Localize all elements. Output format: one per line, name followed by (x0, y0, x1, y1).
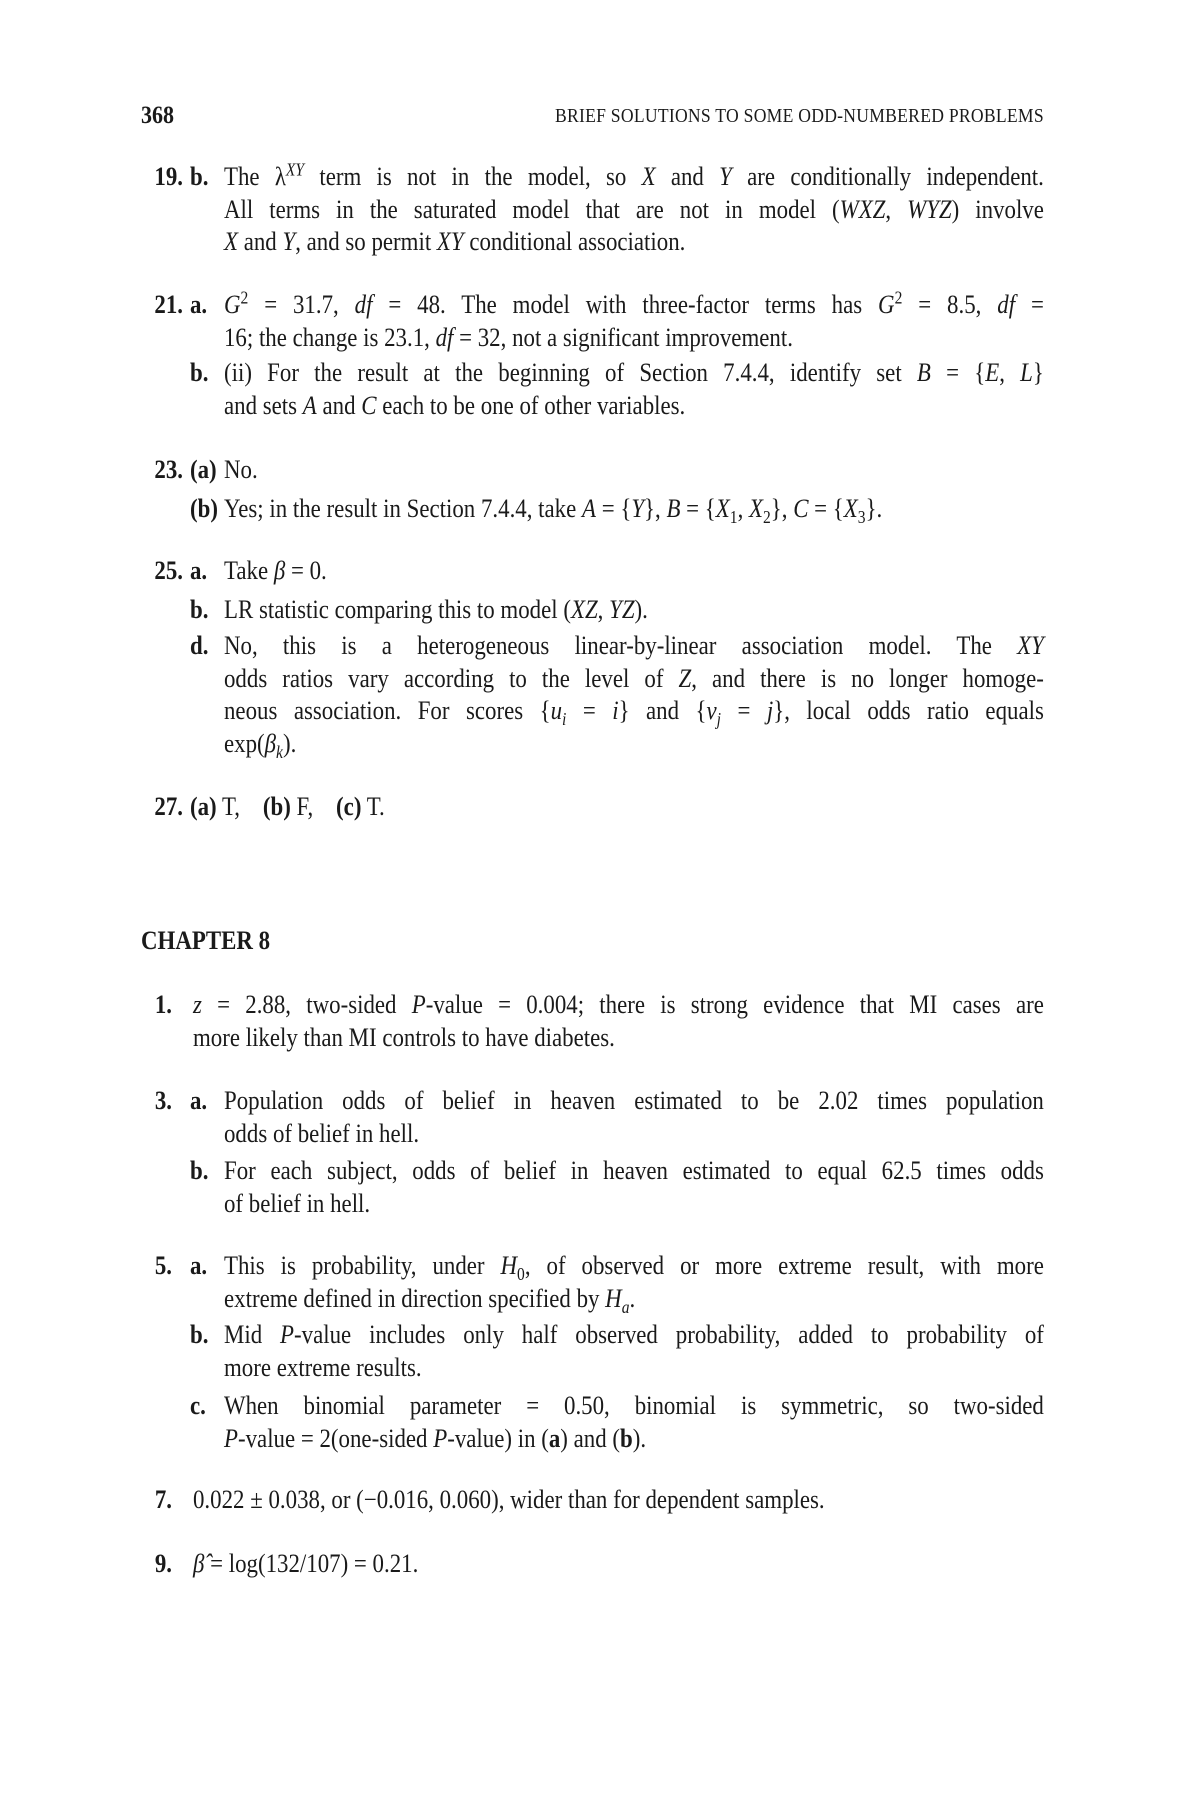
problem-number: 9. (154, 1549, 173, 1578)
text-line: No. (223, 455, 258, 484)
text-line: Yes; in the result in Section 7.4.4, take A = {Y}, $B = \{X_1$, $X_2$}, $C = \{X_3\}$. (223, 494, 883, 528)
text-line: and sets A and C each to be one of other variables. (223, 390, 686, 420)
part-label: b. (189, 595, 209, 624)
solution-text (190, 791, 1044, 824)
text-line: This is probability, under $H_0$, of observed or more extreme result, with more (223, 1251, 1044, 1285)
text-line: of belief in hell. (223, 1188, 371, 1218)
running-header (141, 100, 1044, 132)
text-line: X and Y, and so permit XY conditional association. (223, 227, 686, 256)
text-line: For each subject, odds of belief in heaven estimated to equal 62.5 times odds (223, 1156, 1044, 1185)
solution-text (224, 1155, 1044, 1220)
text-line: Population odds of belief in heaven estimated to be 2.02 times population (223, 1086, 1044, 1115)
text-line: No, this is a heterogeneous linear-by-linear association model. The XY (223, 631, 1044, 660)
text-line: 16; the change is 23.1, df = 32, not a significant improvement. (223, 322, 793, 352)
text-line: more likely than MI controls to have diabetes. (192, 1022, 615, 1052)
problem-number: 25. (154, 556, 184, 585)
solution-text (224, 1250, 1044, 1315)
solution-text (224, 1319, 1044, 1384)
solution-text (224, 357, 1044, 422)
solution-text (224, 493, 1044, 526)
text-line: odds of belief in hell. (223, 1118, 420, 1148)
solution-text (224, 161, 1044, 259)
solution-text (193, 1484, 1044, 1517)
part-label: d. (189, 631, 209, 660)
problem-number: 27. (154, 792, 184, 821)
part-label: a. (189, 1086, 208, 1115)
text-line: $\exp(\beta_k)$. (223, 728, 297, 762)
text-line: extreme defined in direction specified by $H_a$. (223, 1283, 636, 1317)
problem-number: 5. (154, 1251, 173, 1280)
part-label: b. (189, 1320, 209, 1349)
solution-text (224, 1390, 1044, 1455)
solution-text (224, 454, 1044, 487)
text-line: P-value = 2(one-sided P-value) in (a) and (b). (223, 1423, 647, 1453)
text-line: z = 2.88, two-sided P-value = 0.004; there is strong evidence that MI cases are (192, 990, 1044, 1019)
solution-text (224, 555, 1044, 588)
problem-number: 19. (154, 162, 184, 191)
solution-text (193, 989, 1044, 1054)
page-number: 368 (141, 102, 174, 129)
part-label: a. (189, 1251, 208, 1280)
text-line: All terms in the saturated model that are not in model (WXZ, WYZ) involve (223, 194, 1044, 224)
problem-number: 7. (154, 1485, 173, 1514)
page (141, 0, 1044, 1800)
problem-number: 21. (154, 290, 184, 319)
part-label: a. (189, 290, 208, 319)
text-line: β̂ = log(132/107) = 0.21. (192, 1549, 419, 1578)
chapter-heading: CHAPTER 8 (141, 926, 271, 955)
part-label: (a) (189, 455, 217, 484)
part-label: b. (189, 1156, 209, 1185)
problem-number: 1. (154, 990, 173, 1019)
text-line: more extreme results. (223, 1352, 422, 1382)
part-label: (b) (189, 494, 218, 523)
text-line: (a) T, (b) F, (c) T. (189, 792, 385, 821)
text-line: neous association. For scores $\{u_i = i\}$ and $\{v_j = j\}$, local odds ratio equals (223, 696, 1044, 730)
part-label: a. (189, 556, 208, 585)
text-line: $G^2 = 31.7$, df = 48. The model with three-factor terms has $G^2 = 8.5$, df = (223, 287, 1044, 319)
text-line: 0.022 ± 0.038, or (−0.016, 0.060), wider than for dependent samples. (192, 1485, 825, 1514)
problem-number: 3. (154, 1086, 173, 1115)
solution-text (193, 1548, 1044, 1581)
part-label: b. (189, 162, 209, 191)
part-label: b. (189, 358, 209, 387)
running-title: BRIEF SOLUTIONS TO SOME ODD-NUMBERED PROBLEMS (554, 105, 1044, 127)
text-line: (ii) For the result at the beginning of Section 7.4.4, identify set B = {E, L} (223, 358, 1044, 387)
part-label: c. (189, 1391, 206, 1420)
problem-number: 23. (154, 455, 184, 484)
text-line: LR statistic comparing this to model (XZ, YZ). (223, 595, 648, 624)
solution-text (224, 1085, 1044, 1150)
solution-text (224, 289, 1044, 354)
solution-text (224, 630, 1044, 760)
text-line: Mid P-value includes only half observed probability, added to probability of (223, 1320, 1044, 1349)
text-line: When binomial parameter = 0.50, binomial is symmetric, so two-sided (223, 1391, 1044, 1420)
text-line: The $\lambda^{XY}$ term is not in the model, so X and Y are conditionally independent. (223, 159, 1044, 191)
text-line: Take β = 0. (223, 556, 327, 585)
solution-text (224, 594, 1044, 627)
text-line: odds ratios vary according to the level of Z, and there is no longer homoge- (223, 663, 1044, 693)
